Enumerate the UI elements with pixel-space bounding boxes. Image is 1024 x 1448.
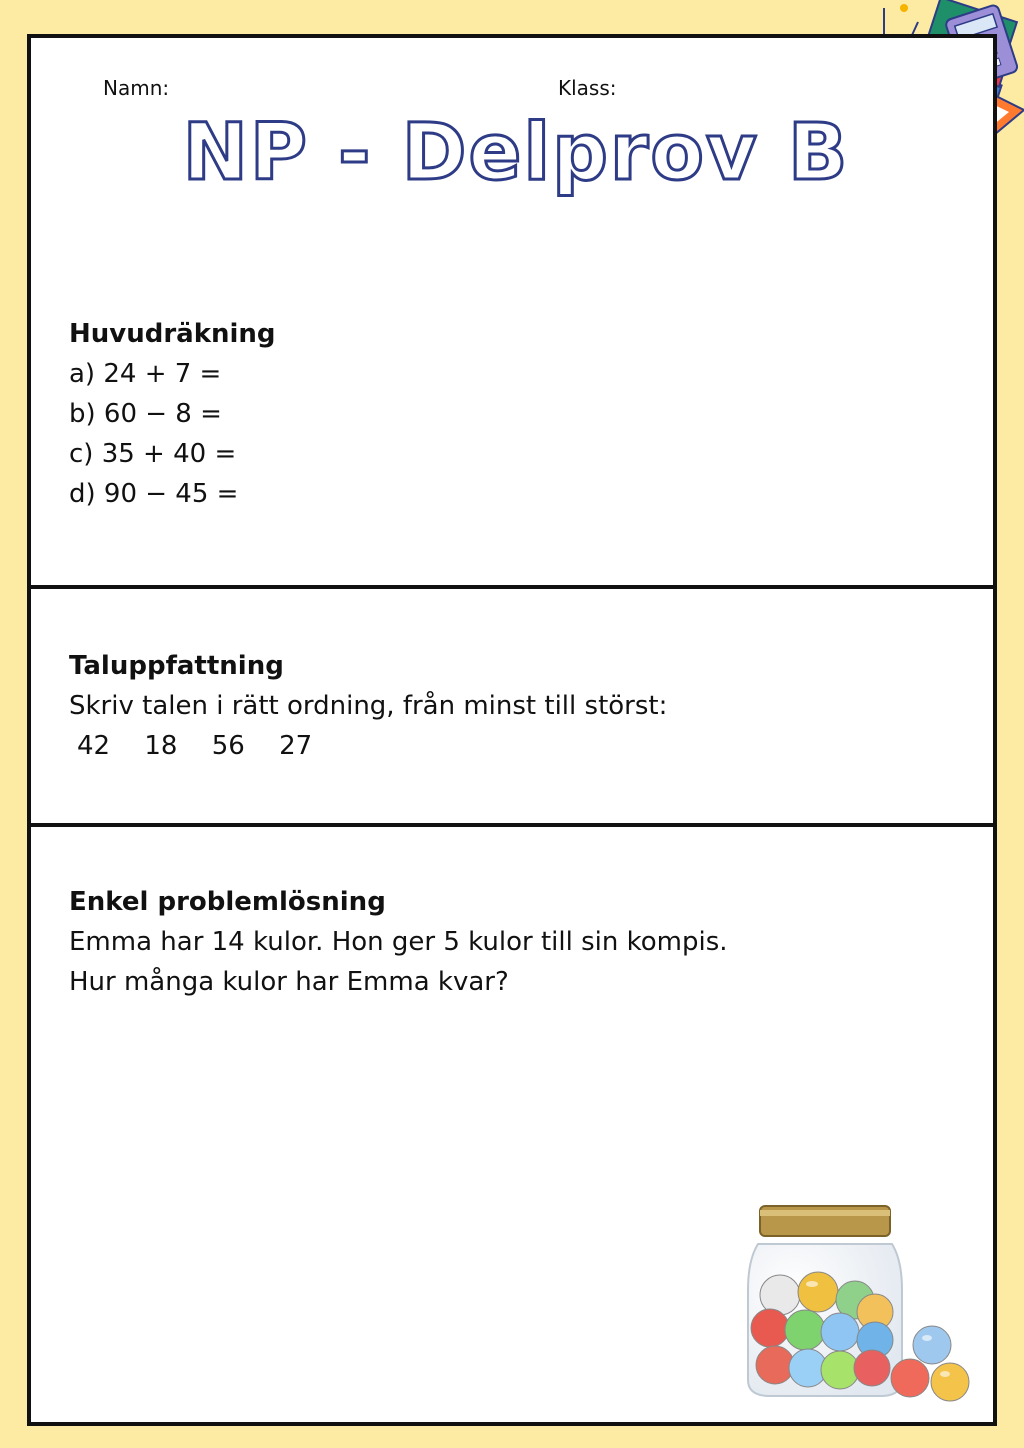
section-heading: Taluppfattning [69,651,284,681]
section-heading: Enkel problemlösning [69,887,386,917]
section-number-sense [69,646,667,766]
task-line: Emma har 14 kulor. Hon ger 5 kulor till sin kompis. [69,927,728,957]
number-item: 56 [211,731,245,761]
task-line: b) 60 − 8 = [69,399,222,429]
task-line: Skriv talen i rätt ordning, från minst till störst: [69,691,668,721]
task-line: Hur många kulor har Emma kvar? [69,967,509,997]
marble-jar-icon [740,1200,980,1410]
number-item: 18 [144,731,178,761]
section-mental-arithmetic [69,314,276,514]
task-line: d) 90 − 45 = [69,479,239,509]
section-heading: Huvudräkning [69,319,276,349]
task-line: a) 24 + 7 = [69,359,222,389]
number-item: 27 [279,731,313,761]
class-label: Klass: [558,76,617,100]
task-line: c) 35 + 40 = [69,439,237,469]
section-problem-solving [69,882,728,1002]
page-title: NP - Delprov B [182,108,850,198]
number-item: 42 [77,731,111,761]
section-divider [31,823,993,827]
name-label: Namn: [103,76,170,100]
section-divider [31,585,993,589]
number-list [69,726,667,766]
